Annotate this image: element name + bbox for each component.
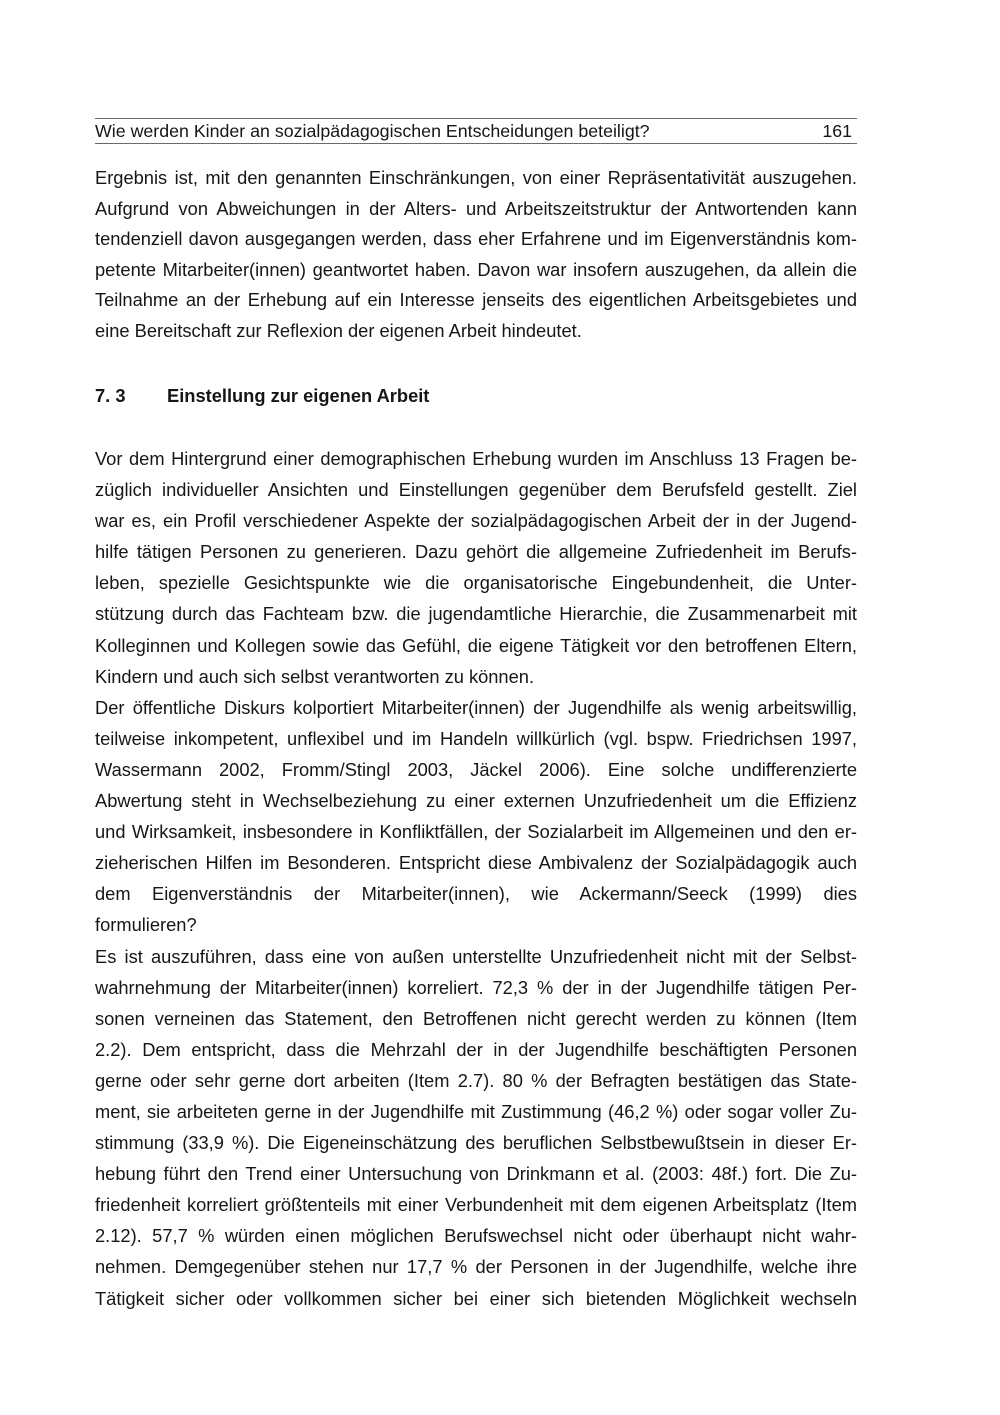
text-line: sonen verneinen das Statement, den Betroffenen nicht gerecht werden zu können (Item <box>95 1007 857 1029</box>
text-line: züglich individueller Ansichten und Einstellungen gegenüber dem Berufsfeld gestellt. Ziel <box>95 479 857 501</box>
text-line: war es, ein Profil verschiedener Aspekte der sozialpädagogischen Arbeit der in der Jugend- <box>95 510 857 532</box>
text-line: Aufgrund von Abweichungen in der Alters- und Arbeitszeitstruktur der Antwortenden kann <box>95 197 857 219</box>
text-line: Kolleginnen und Kollegen sowie das Gefühl, die eigene Tätigkeit vor den betroffenen Eltern, <box>95 634 857 656</box>
section-heading <box>95 380 857 411</box>
text-line: dem Eigenverständnis der Mitarbeiter(innen), wie Ackermann/Seeck (1999) dies <box>95 883 857 905</box>
section-title: Einstellung zur eigenen Arbeit <box>167 385 430 406</box>
text-line: 2.12). 57,7 % würden einen möglichen Berufswechsel nicht oder überhaupt nicht wahr- <box>95 1225 857 1247</box>
text-line: Vor dem Hintergrund einer demographischen Erhebung wurden im Anschluss 13 Fragen be- <box>95 448 857 469</box>
text-line: nehmen. Demgegenüber stehen nur 17,7 % der Personen in der Jugendhilfe, welche ihre <box>95 1256 857 1278</box>
text-line: Ergebnis ist, mit den genannten Einschränkungen, von einer Repräsentativität auszugehen. <box>95 167 857 188</box>
text-line: Tätigkeit sicher oder vollkommen sicher bei einer sich bietenden Möglichkeit wechseln <box>95 1287 857 1309</box>
text-line: hebung führt den Trend einer Untersuchung von Drinkmann et al. (2003: 48f.) fort. Die Zu- <box>95 1163 857 1185</box>
text-line: 2.2). Dem entspricht, dass die Mehrzahl der in der Jugendhilfe beschäftigten Personen <box>95 1038 857 1060</box>
running-header <box>95 118 857 144</box>
section-number: 7. 3 <box>95 385 126 406</box>
body-text <box>95 443 857 1314</box>
text-line: petente Mitarbeiter(innen) geantwortet haben. Davon war insofern auszugehen, da allein die <box>95 258 857 280</box>
text-line: zieherischen Hilfen im Besonderen. Entspricht diese Ambivalenz der Sozialpädagogik auch <box>95 852 857 874</box>
text-line: Teilnahme an der Erhebung auf ein Interesse jenseits des eigentlichen Arbeitsgebietes und <box>95 289 857 311</box>
paragraph <box>95 163 857 347</box>
text-line: Der öffentliche Diskurs kolportiert Mitarbeiter(innen) der Jugendhilfe als wenig arbeitswillig, <box>95 696 857 718</box>
text-line: friedenheit korreliert größtenteils mit einer Verbundenheit mit dem eigenen Arbeitsplatz (Item <box>95 1194 857 1216</box>
page-number: 161 <box>822 121 852 141</box>
text-line: Wassermann 2002, Fromm/Stingl 2003, Jäckel 2006). Eine solche undifferenzierte <box>95 758 857 780</box>
text-line: ment, sie arbeiteten gerne in der Jugendhilfe mit Zustimmung (46,2 %) oder sogar voller Zu- <box>95 1100 857 1122</box>
paragraph <box>95 443 857 692</box>
text-line: wahrnehmung der Mitarbeiter(innen) korreliert. 72,3 % der in der Jugendhilfe tätigen Per- <box>95 976 857 998</box>
text-line: stimmung (33,9 %). Die Eigeneinschätzung des beruflichen Selbstbewußtsein in dieser Er- <box>95 1132 857 1154</box>
text-line: Abwertung steht in Wechselbeziehung zu einer externen Unzufriedenheit um die Effizienz <box>95 790 857 812</box>
text-line: und Wirksamkeit, insbesondere in Konfliktfällen, der Sozialarbeit im Allgemeinen und den er- <box>95 821 857 843</box>
text-line: gerne oder sehr gerne dort arbeiten (Item 2.7). 80 % der Befragten bestätigen das State- <box>95 1069 857 1091</box>
text-line: hilfe tätigen Personen zu generieren. Dazu gehört die allgemeine Zufriedenheit im Berufs- <box>95 541 857 563</box>
paragraph <box>95 692 857 941</box>
text-line: leben, spezielle Gesichtspunkte wie die organisatorische Eingebundenheit, die Unter- <box>95 572 857 594</box>
text-line: Es ist auszuführen, dass eine von außen unterstellte Unzufriedenheit nicht mit der Selbst- <box>95 945 857 967</box>
text-line: stützung durch das Fachteam bzw. die jugendamtliche Hierarchie, die Zusammenarbeit mit <box>95 603 857 625</box>
paragraph <box>95 941 857 1314</box>
running-title: Wie werden Kinder an sozialpädagogischen Entscheidungen beteiligt? <box>95 121 650 141</box>
text-line: formulieren? <box>95 914 197 936</box>
text-line: tendenziell davon ausgegangen werden, dass eher Erfahrene und im Eigenverständnis kom- <box>95 228 857 250</box>
text-line: eine Bereitschaft zur Reflexion der eigenen Arbeit hindeutet. <box>95 319 582 341</box>
text-line: Kindern und auch sich selbst verantworten zu können. <box>95 665 535 687</box>
text-line: teilweise inkompetent, unflexibel und im Handeln willkürlich (vgl. bspw. Friedrichsen 1997, <box>95 727 857 749</box>
